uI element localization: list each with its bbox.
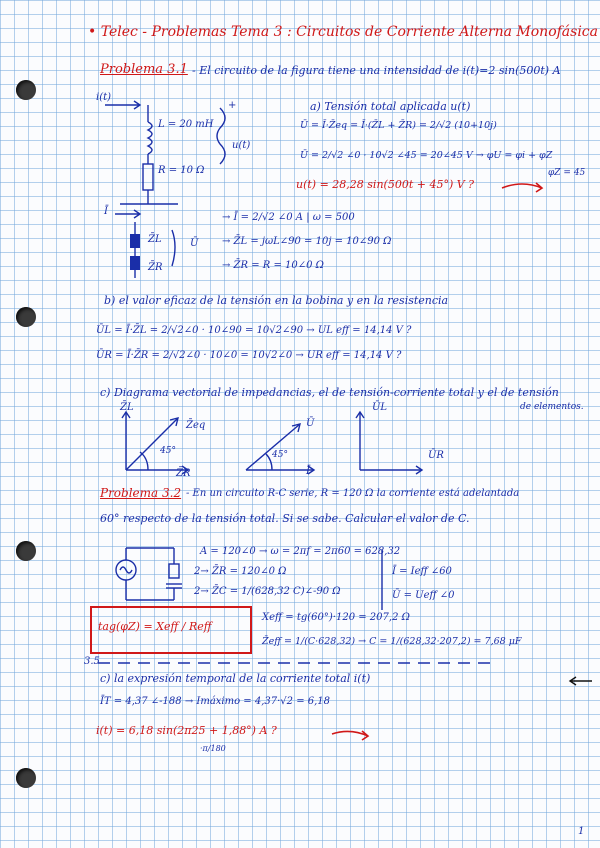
circuit-current-label: i(t) [96, 92, 112, 103]
diagram2-I: Ī [306, 466, 310, 477]
circuit-rl-diagram [100, 100, 240, 210]
element-voltage-diagram [352, 408, 442, 478]
voltage-current-vector-diagram [238, 408, 328, 478]
inductor-label: L = 20 mH [158, 119, 214, 130]
eq-I: → Ī = 2/√2 ∠0 A | ω = 500 [222, 212, 355, 223]
left-arrow-icon [568, 676, 594, 686]
p32-eq2: 2→ Z̄R = 120∠0 Ω [194, 566, 287, 577]
p32-part-c-line1: ĪT = 4,37 ∠-188 → Imáximo = 4,37·√2 = 6,18 [100, 696, 331, 707]
binder-hole-1 [16, 80, 36, 100]
p32-part-c-result: i(t) = 6,18 sin(2π25 + 1,88°) A ? [96, 724, 277, 737]
result-arrow-2 [330, 728, 380, 742]
circuit-rc-diagram [104, 540, 204, 610]
part-b-line2: ŪR = Ī·Z̄R = 2/√2∠0 · 10∠0 = 10√2∠0 → UR eff = 14,14 V ? [96, 350, 402, 361]
diagram3-UL: ŪL [372, 402, 388, 413]
part-c-label: c) Diagrama vectorial de impedancias, el de tensión-corriente total y el de tensión [100, 386, 559, 399]
phasor-I-label: Ī [104, 206, 108, 217]
impedance-vector-diagram [118, 408, 208, 478]
diagram3-UR: ŪR [428, 450, 444, 461]
voltage-label: u(t) [232, 140, 251, 151]
diagram1-ZR: Z̄R [176, 468, 191, 479]
phasor-ZL-label: Z̄L [148, 234, 162, 245]
part-a-result: u(t) = 28,28 sin(500t + 45°) V ? [296, 178, 475, 191]
part-a-phi: φZ = 45 [548, 168, 586, 178]
problem-32-statement: - En un circuito R-C serie, R = 120 Ω la corriente está adelantada [186, 488, 520, 499]
p32-eq-right2: Ū = Ueff ∠0 [392, 590, 455, 601]
binder-hole-2 [16, 307, 36, 327]
diagram2-U: Ū [306, 418, 315, 429]
diagram2-angle: 45° [272, 450, 288, 460]
binder-hole-3 [16, 541, 36, 561]
part-a-label: a) Tensión total aplicada u(t) [310, 100, 471, 113]
problem-31-heading: Problema 3.1 [100, 62, 188, 77]
plus-sign: + [228, 100, 237, 111]
p32-eq5: Z̄eff = 1/(C·628,32) → C = 1/(628,32·207,2) = 7,68 μF [262, 636, 522, 647]
problem-31-statement: - El circuito de la figura tiene una intensidad de i(t)=2 sin(500t) A [192, 64, 561, 77]
page-number: 1 [578, 826, 585, 837]
eq-ZR: → Z̄R = R = 10∠0 Ω [222, 260, 324, 271]
separator-line [380, 550, 384, 610]
p32-eq1: A = 120∠0 → ω = 2πf = 2π60 = 628,32 [200, 546, 401, 557]
box-equation: tag(φZ) = Xeff / Reff [98, 620, 212, 633]
p32-part-c-label: c) la expresión temporal de la corriente total i(t) [100, 672, 371, 685]
eq-ZL: → Z̄L = jωL∠90 = 10j = 10∠90 Ω [222, 236, 392, 247]
phasor-ZR-label: Z̄R [148, 262, 163, 273]
part-b-line1: ŪL = Ī·Z̄L = 2/√2∠0 · 10∠90 = 10√2∠90 → UL eff = 14,14 V ? [96, 325, 412, 336]
result-arrow [500, 180, 560, 194]
resistor-label: R = 10 Ω [158, 165, 205, 176]
p32-part-c-sub: ·π/180 [200, 744, 226, 753]
problem-32-heading: Problema 3.2 [100, 486, 182, 500]
diagram1-ZL: Z̄L [120, 402, 134, 413]
diagram1-Zeq: Z̄eq [186, 420, 206, 431]
p32-eq3: 2→ Z̄C = 1/(628,32 C)∠-90 Ω [194, 586, 341, 597]
problem-32-statement2: 60° respecto de la tensión total. Si se sabe. Calcular el valor de C. [100, 512, 470, 525]
p32-eq4: Xeff = tg(60°)·120 = 207,2 Ω [262, 612, 410, 623]
dashed-separator [98, 660, 498, 666]
part-b-label: b) el valor eficaz de la tensión en la bobina y en la resistencia [104, 294, 449, 307]
part-a-line2: Ū = 2/√2 ∠0 · 10√2 ∠45 = 20∠45 V → φU = φi + φZ [300, 150, 553, 161]
phasor-U-label: Ū [190, 238, 199, 249]
binder-hole-4 [16, 768, 36, 788]
part-a-line1: Ū = Ī·Z̄eq = Ī·(Z̄L + Z̄R) = 2/√2 (10+10j) [300, 120, 497, 131]
left-note: 3.5 [84, 656, 100, 667]
part-c-label2: de elementos. [520, 402, 584, 412]
diagram1-angle: 45° [160, 446, 176, 456]
page-title: • Telec - Problemas Tema 3 : Circuitos de Corriente Alterna Monofásica [88, 24, 598, 40]
p32-eq-right1: Ī = Ieff ∠60 [392, 566, 452, 577]
